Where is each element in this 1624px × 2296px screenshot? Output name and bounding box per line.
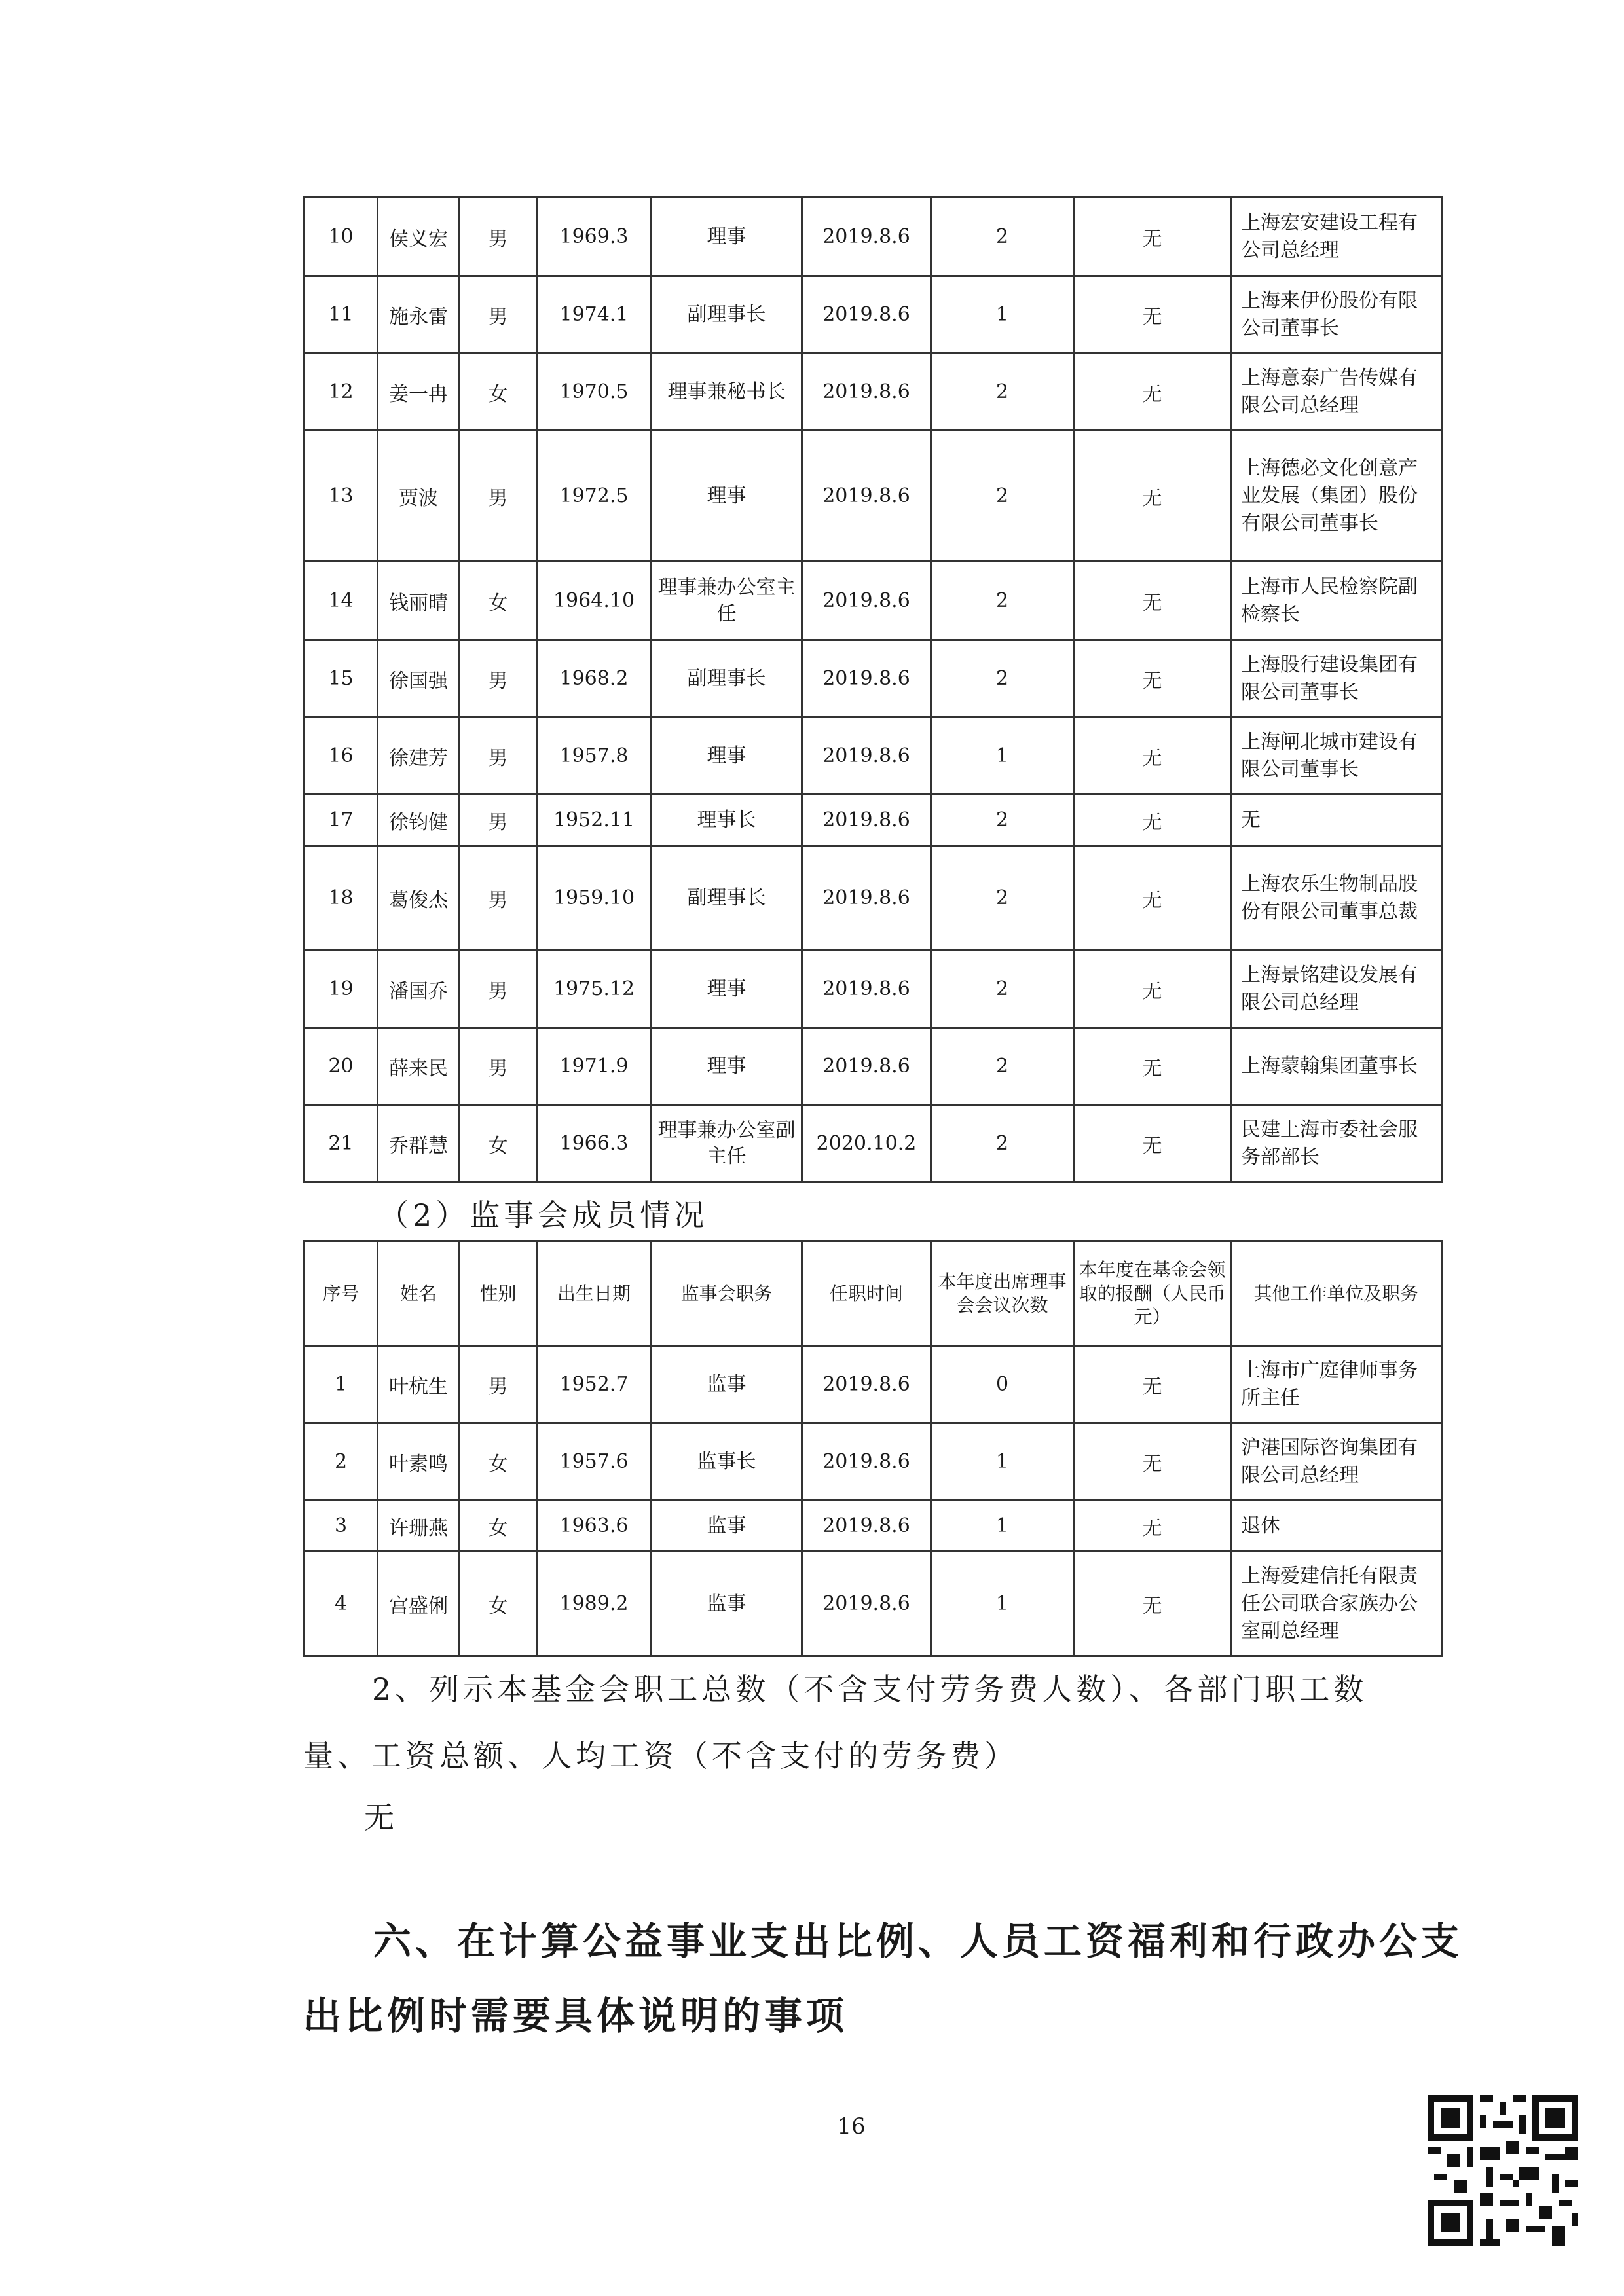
member-other-job: 上海市广庭律师事务所主任: [1231, 1346, 1442, 1423]
row-number: 3: [304, 1501, 378, 1552]
member-gender: 男: [460, 198, 537, 276]
member-pay: 无: [1074, 198, 1231, 276]
board-member-row: [304, 1105, 1442, 1182]
member-gender: 男: [460, 951, 537, 1028]
board-members-table: [303, 196, 1443, 1183]
member-pay: 无: [1074, 1105, 1231, 1182]
column-header: 任职时间: [802, 1241, 931, 1346]
member-other-job: 上海闸北城市建设有限公司董事长: [1231, 718, 1442, 795]
member-position: 副理事长: [652, 640, 802, 718]
supervisor-row: [304, 1346, 1442, 1423]
member-gender: 男: [460, 431, 537, 562]
row-number: 4: [304, 1552, 378, 1656]
member-name: 薛来民: [378, 1028, 460, 1105]
member-other-job: 上海市人民检察院副检察长: [1231, 562, 1442, 640]
member-pay: 无: [1074, 1552, 1231, 1656]
member-appointed-date: 2019.8.6: [802, 718, 931, 795]
supervisor-row: [304, 1501, 1442, 1552]
row-number: 11: [304, 276, 378, 354]
member-appointed-date: 2019.8.6: [802, 198, 931, 276]
member-gender: 女: [460, 1552, 537, 1656]
member-other-job: 上海意泰广告传媒有限公司总经理: [1231, 354, 1442, 431]
member-meetings-attended: 2: [931, 1028, 1074, 1105]
member-position: 副理事长: [652, 276, 802, 354]
member-other-job: 上海德必文化创意产业发展（集团）股份有限公司董事长: [1231, 431, 1442, 562]
member-position: 监事长: [652, 1423, 802, 1501]
member-birth-date: 1968.2: [537, 640, 652, 718]
supervisor-row: [304, 1423, 1442, 1501]
member-pay: 无: [1074, 354, 1231, 431]
member-appointed-date: 2019.8.6: [802, 640, 931, 718]
board-member-row: [304, 198, 1442, 276]
verification-qr-code: [1428, 2095, 1578, 2246]
board-member-row: [304, 718, 1442, 795]
member-position: 副理事长: [652, 846, 802, 951]
member-gender: 女: [460, 1105, 537, 1182]
member-pay: 无: [1074, 1028, 1231, 1105]
member-appointed-date: 2019.8.6: [802, 1028, 931, 1105]
row-number: 17: [304, 795, 378, 846]
member-meetings-attended: 2: [931, 1105, 1074, 1182]
board-member-row: [304, 354, 1442, 431]
member-meetings-attended: 1: [931, 718, 1074, 795]
member-meetings-attended: 1: [931, 1552, 1074, 1656]
member-position: 理事: [652, 1028, 802, 1105]
supervisors-header-row: [304, 1241, 1442, 1346]
row-number: 20: [304, 1028, 378, 1105]
member-appointed-date: 2019.8.6: [802, 354, 931, 431]
member-gender: 女: [460, 354, 537, 431]
member-birth-date: 1975.12: [537, 951, 652, 1028]
supervisor-section-title: （2）监事会成员情况: [378, 1197, 709, 1233]
member-appointed-date: 2019.8.6: [802, 846, 931, 951]
member-position: 理事兼办公室主任: [652, 562, 802, 640]
column-header: 姓名: [378, 1241, 460, 1346]
member-other-job: 上海蒙翰集团董事长: [1231, 1028, 1442, 1105]
board-member-row: [304, 276, 1442, 354]
member-other-job: 民建上海市委社会服务部部长: [1231, 1105, 1442, 1182]
member-pay: 无: [1074, 276, 1231, 354]
member-other-job: 上海爱建信托有限责任公司联合家族办公室副总经理: [1231, 1552, 1442, 1656]
member-birth-date: 1952.11: [537, 795, 652, 846]
section-six-heading-line2: 出比例时需要具体说明的事项: [303, 1994, 849, 2038]
row-number: 21: [304, 1105, 378, 1182]
column-header: 本年度出席理事会会议次数: [931, 1241, 1074, 1346]
row-number: 1: [304, 1346, 378, 1423]
member-position: 理事: [652, 431, 802, 562]
row-number: 15: [304, 640, 378, 718]
member-name: 葛俊杰: [378, 846, 460, 951]
member-birth-date: 1966.3: [537, 1105, 652, 1182]
page-number: 16: [837, 2113, 866, 2140]
member-other-job: 无: [1231, 795, 1442, 846]
member-appointed-date: 2019.8.6: [802, 1501, 931, 1552]
column-header: 监事会职务: [652, 1241, 802, 1346]
member-gender: 男: [460, 846, 537, 951]
column-header: 序号: [304, 1241, 378, 1346]
member-other-job: 退休: [1231, 1501, 1442, 1552]
member-name: 徐国强: [378, 640, 460, 718]
member-name: 徐钧健: [378, 795, 460, 846]
row-number: 10: [304, 198, 378, 276]
member-meetings-attended: 2: [931, 431, 1074, 562]
member-name: 乔群慧: [378, 1105, 460, 1182]
member-gender: 男: [460, 640, 537, 718]
member-birth-date: 1972.5: [537, 431, 652, 562]
member-appointed-date: 2020.10.2: [802, 1105, 931, 1182]
board-member-row: [304, 431, 1442, 562]
row-number: 2: [304, 1423, 378, 1501]
member-birth-date: 1957.6: [537, 1423, 652, 1501]
member-birth-date: 1989.2: [537, 1552, 652, 1656]
member-appointed-date: 2019.8.6: [802, 795, 931, 846]
member-meetings-attended: 0: [931, 1346, 1074, 1423]
member-name: 钱丽晴: [378, 562, 460, 640]
member-meetings-attended: 2: [931, 640, 1074, 718]
member-name: 徐建芳: [378, 718, 460, 795]
board-member-row: [304, 1028, 1442, 1105]
member-gender: 女: [460, 1501, 537, 1552]
member-pay: 无: [1074, 1423, 1231, 1501]
member-appointed-date: 2019.8.6: [802, 951, 931, 1028]
member-position: 理事: [652, 718, 802, 795]
member-pay: 无: [1074, 562, 1231, 640]
board-member-row: [304, 951, 1442, 1028]
staff-paragraph-line2: 量、工资总额、人均工资（不含支付的劳务费）: [303, 1738, 1018, 1774]
member-other-job: 上海来伊份股份有限公司董事长: [1231, 276, 1442, 354]
member-pay: 无: [1074, 846, 1231, 951]
column-header: 性别: [460, 1241, 537, 1346]
member-position: 理事: [652, 198, 802, 276]
member-birth-date: 1974.1: [537, 276, 652, 354]
member-name: 宫盛俐: [378, 1552, 460, 1656]
member-other-job: 沪港国际咨询集团有限公司总经理: [1231, 1423, 1442, 1501]
member-gender: 男: [460, 1028, 537, 1105]
member-pay: 无: [1074, 1501, 1231, 1552]
member-name: 贾波: [378, 431, 460, 562]
member-gender: 男: [460, 795, 537, 846]
member-meetings-attended: 2: [931, 795, 1074, 846]
row-number: 18: [304, 846, 378, 951]
member-position: 理事兼办公室副主任: [652, 1105, 802, 1182]
member-gender: 女: [460, 562, 537, 640]
member-birth-date: 1959.10: [537, 846, 652, 951]
member-birth-date: 1970.5: [537, 354, 652, 431]
member-appointed-date: 2019.8.6: [802, 431, 931, 562]
member-appointed-date: 2019.8.6: [802, 1552, 931, 1656]
member-position: 监事: [652, 1501, 802, 1552]
member-appointed-date: 2019.8.6: [802, 562, 931, 640]
member-birth-date: 1957.8: [537, 718, 652, 795]
member-name: 叶杭生: [378, 1346, 460, 1423]
member-position: 监事: [652, 1346, 802, 1423]
row-number: 13: [304, 431, 378, 562]
member-birth-date: 1969.3: [537, 198, 652, 276]
member-pay: 无: [1074, 431, 1231, 562]
member-meetings-attended: 2: [931, 951, 1074, 1028]
member-position: 理事: [652, 951, 802, 1028]
member-other-job: 上海股行建设集团有限公司董事长: [1231, 640, 1442, 718]
member-name: 潘国乔: [378, 951, 460, 1028]
member-pay: 无: [1074, 640, 1231, 718]
member-gender: 男: [460, 1346, 537, 1423]
staff-paragraph-line1: 2、列示本基金会职工总数（不含支付劳务费人数）、各部门职工数: [372, 1671, 1368, 1707]
column-header: 其他工作单位及职务: [1231, 1241, 1442, 1346]
member-meetings-attended: 2: [931, 846, 1074, 951]
member-pay: 无: [1074, 951, 1231, 1028]
member-appointed-date: 2019.8.6: [802, 1423, 931, 1501]
board-member-row: [304, 562, 1442, 640]
row-number: 16: [304, 718, 378, 795]
column-header: 出生日期: [537, 1241, 652, 1346]
member-birth-date: 1971.9: [537, 1028, 652, 1105]
row-number: 12: [304, 354, 378, 431]
member-birth-date: 1963.6: [537, 1501, 652, 1552]
member-name: 侯义宏: [378, 198, 460, 276]
row-number: 14: [304, 562, 378, 640]
member-other-job: 上海农乐生物制品股份有限公司董事总裁: [1231, 846, 1442, 951]
member-pay: 无: [1074, 1346, 1231, 1423]
member-meetings-attended: 2: [931, 562, 1074, 640]
board-member-row: [304, 846, 1442, 951]
member-meetings-attended: 2: [931, 354, 1074, 431]
member-position: 理事长: [652, 795, 802, 846]
member-gender: 女: [460, 1423, 537, 1501]
member-birth-date: 1964.10: [537, 562, 652, 640]
member-position: 监事: [652, 1552, 802, 1656]
member-pay: 无: [1074, 718, 1231, 795]
row-number: 19: [304, 951, 378, 1028]
member-appointed-date: 2019.8.6: [802, 276, 931, 354]
member-gender: 男: [460, 718, 537, 795]
member-name: 姜一冉: [378, 354, 460, 431]
member-position: 理事兼秘书长: [652, 354, 802, 431]
member-birth-date: 1952.7: [537, 1346, 652, 1423]
member-other-job: 上海景铭建设发展有限公司总经理: [1231, 951, 1442, 1028]
member-name: 叶素鸣: [378, 1423, 460, 1501]
member-appointed-date: 2019.8.6: [802, 1346, 931, 1423]
member-name: 施永雷: [378, 276, 460, 354]
member-meetings-attended: 2: [931, 198, 1074, 276]
board-member-row: [304, 795, 1442, 846]
member-other-job: 上海宏安建设工程有公司总经理: [1231, 198, 1442, 276]
member-gender: 男: [460, 276, 537, 354]
supervisors-table: [303, 1240, 1443, 1657]
member-meetings-attended: 1: [931, 276, 1074, 354]
column-header: 本年度在基金会领取的报酬（人民币元）: [1074, 1241, 1231, 1346]
member-meetings-attended: 1: [931, 1423, 1074, 1501]
member-meetings-attended: 1: [931, 1501, 1074, 1552]
board-member-row: [304, 640, 1442, 718]
staff-answer: 无: [364, 1800, 398, 1835]
supervisor-row: [304, 1552, 1442, 1656]
member-name: 许珊燕: [378, 1501, 460, 1552]
section-six-heading-line1: 六、在计算公益事业支出比例、人员工资福利和行政办公支: [373, 1919, 1464, 1963]
member-pay: 无: [1074, 795, 1231, 846]
